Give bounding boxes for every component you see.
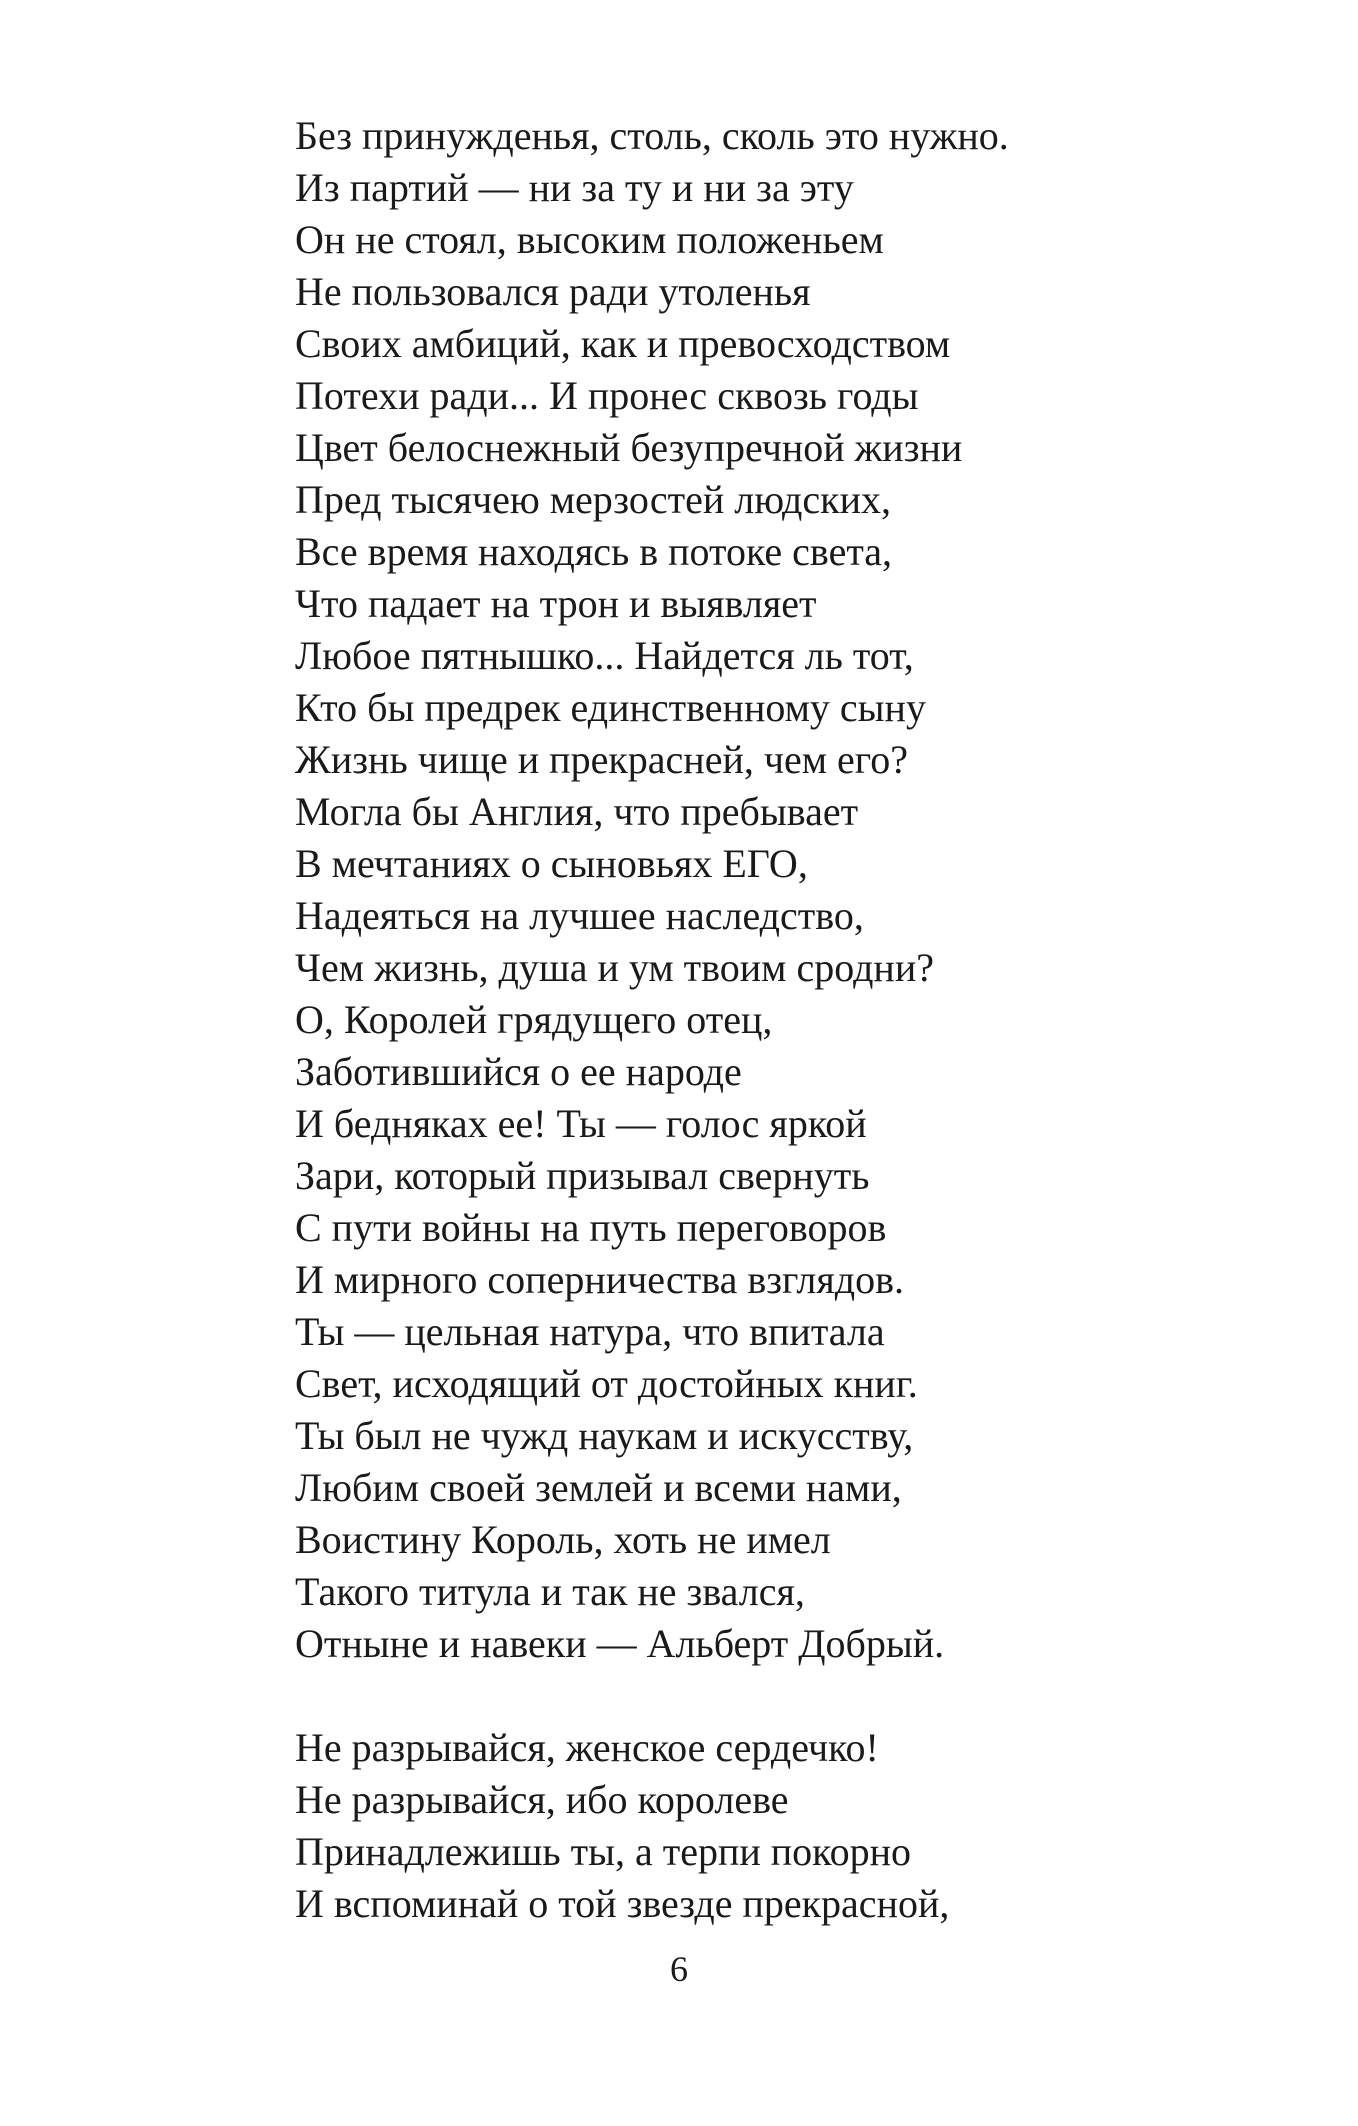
poem-line: В мечтаниях о сыновьях ЕГО, (295, 841, 808, 886)
poem-line: Без принужденья, столь, сколь это нужно. (295, 113, 1009, 158)
poem-line: Воистину Король, хоть не имел (295, 1517, 831, 1562)
poem-line: Он не стоял, высоким положеньем (295, 217, 884, 262)
poem-line: Цвет белоснежный безупречной жизни (295, 425, 963, 470)
poem-line: Свет, исходящий от достойных книг. (295, 1361, 918, 1406)
poem-line: Пред тысячею мерзостей людских, (295, 477, 891, 522)
poem-line: Отныне и навеки — Альберт Добрый. (295, 1621, 945, 1666)
poem-line: И бедняках ее! Ты — голос яркой (295, 1101, 867, 1146)
poem-line: Зари, который призывал свернуть (295, 1153, 870, 1198)
poem-line: Что падает на трон и выявляет (295, 581, 817, 626)
poem-line: Ты был не чужд наукам и искусству, (295, 1413, 914, 1458)
poem-line: Жизнь чище и прекрасней, чем его? (295, 737, 908, 782)
poem-line: Потехи ради... И пронес сквозь годы (295, 373, 919, 418)
poem-line: Чем жизнь, душа и ум твоим сродни? (295, 945, 934, 990)
poem-line: Не разрывайся, ибо королеве (295, 1777, 789, 1822)
poem-line: Могла бы Англия, что пребывает (295, 789, 859, 834)
poem-line: И мирного соперничества взглядов. (295, 1257, 905, 1302)
poem-line: Любим своей землей и всеми нами, (295, 1465, 902, 1510)
stanza (295, 1722, 1295, 1930)
page-number: 6 (670, 1949, 688, 1989)
poem-line: Из партий — ни за ту и ни за эту (295, 165, 854, 210)
poem-line: Любое пятнышко... Найдется ль тот, (295, 633, 914, 678)
poem-line: И вспоминай о той звезде прекрасной, (295, 1881, 950, 1926)
poem-line: С пути войны на путь переговоров (295, 1205, 887, 1250)
poem-line: Такого титула и так не звался, (295, 1569, 805, 1614)
poem-line: Не пользовался ради утоленья (295, 269, 811, 314)
poem-line: О, Королей грядущего отец, (295, 997, 773, 1042)
stanza (295, 110, 1295, 1670)
poem-line: Все время находясь в потоке света, (295, 529, 893, 574)
poem-line: Ты — цельная натура, что впитала (295, 1309, 885, 1354)
poem-line: Кто бы предрек единственному сыну (295, 685, 926, 730)
poem-line: Надеяться на лучшее наследство, (295, 893, 864, 938)
poem-line: Своих амбиций, как и превосходством (295, 321, 951, 366)
poem-line: Заботившийся о ее народе (295, 1049, 742, 1094)
poem-text (295, 110, 1295, 1930)
poem-line: Не разрывайся, женское сердечко! (295, 1725, 879, 1770)
poem-line: Принадлежишь ты, а терпи покорно (295, 1829, 911, 1874)
